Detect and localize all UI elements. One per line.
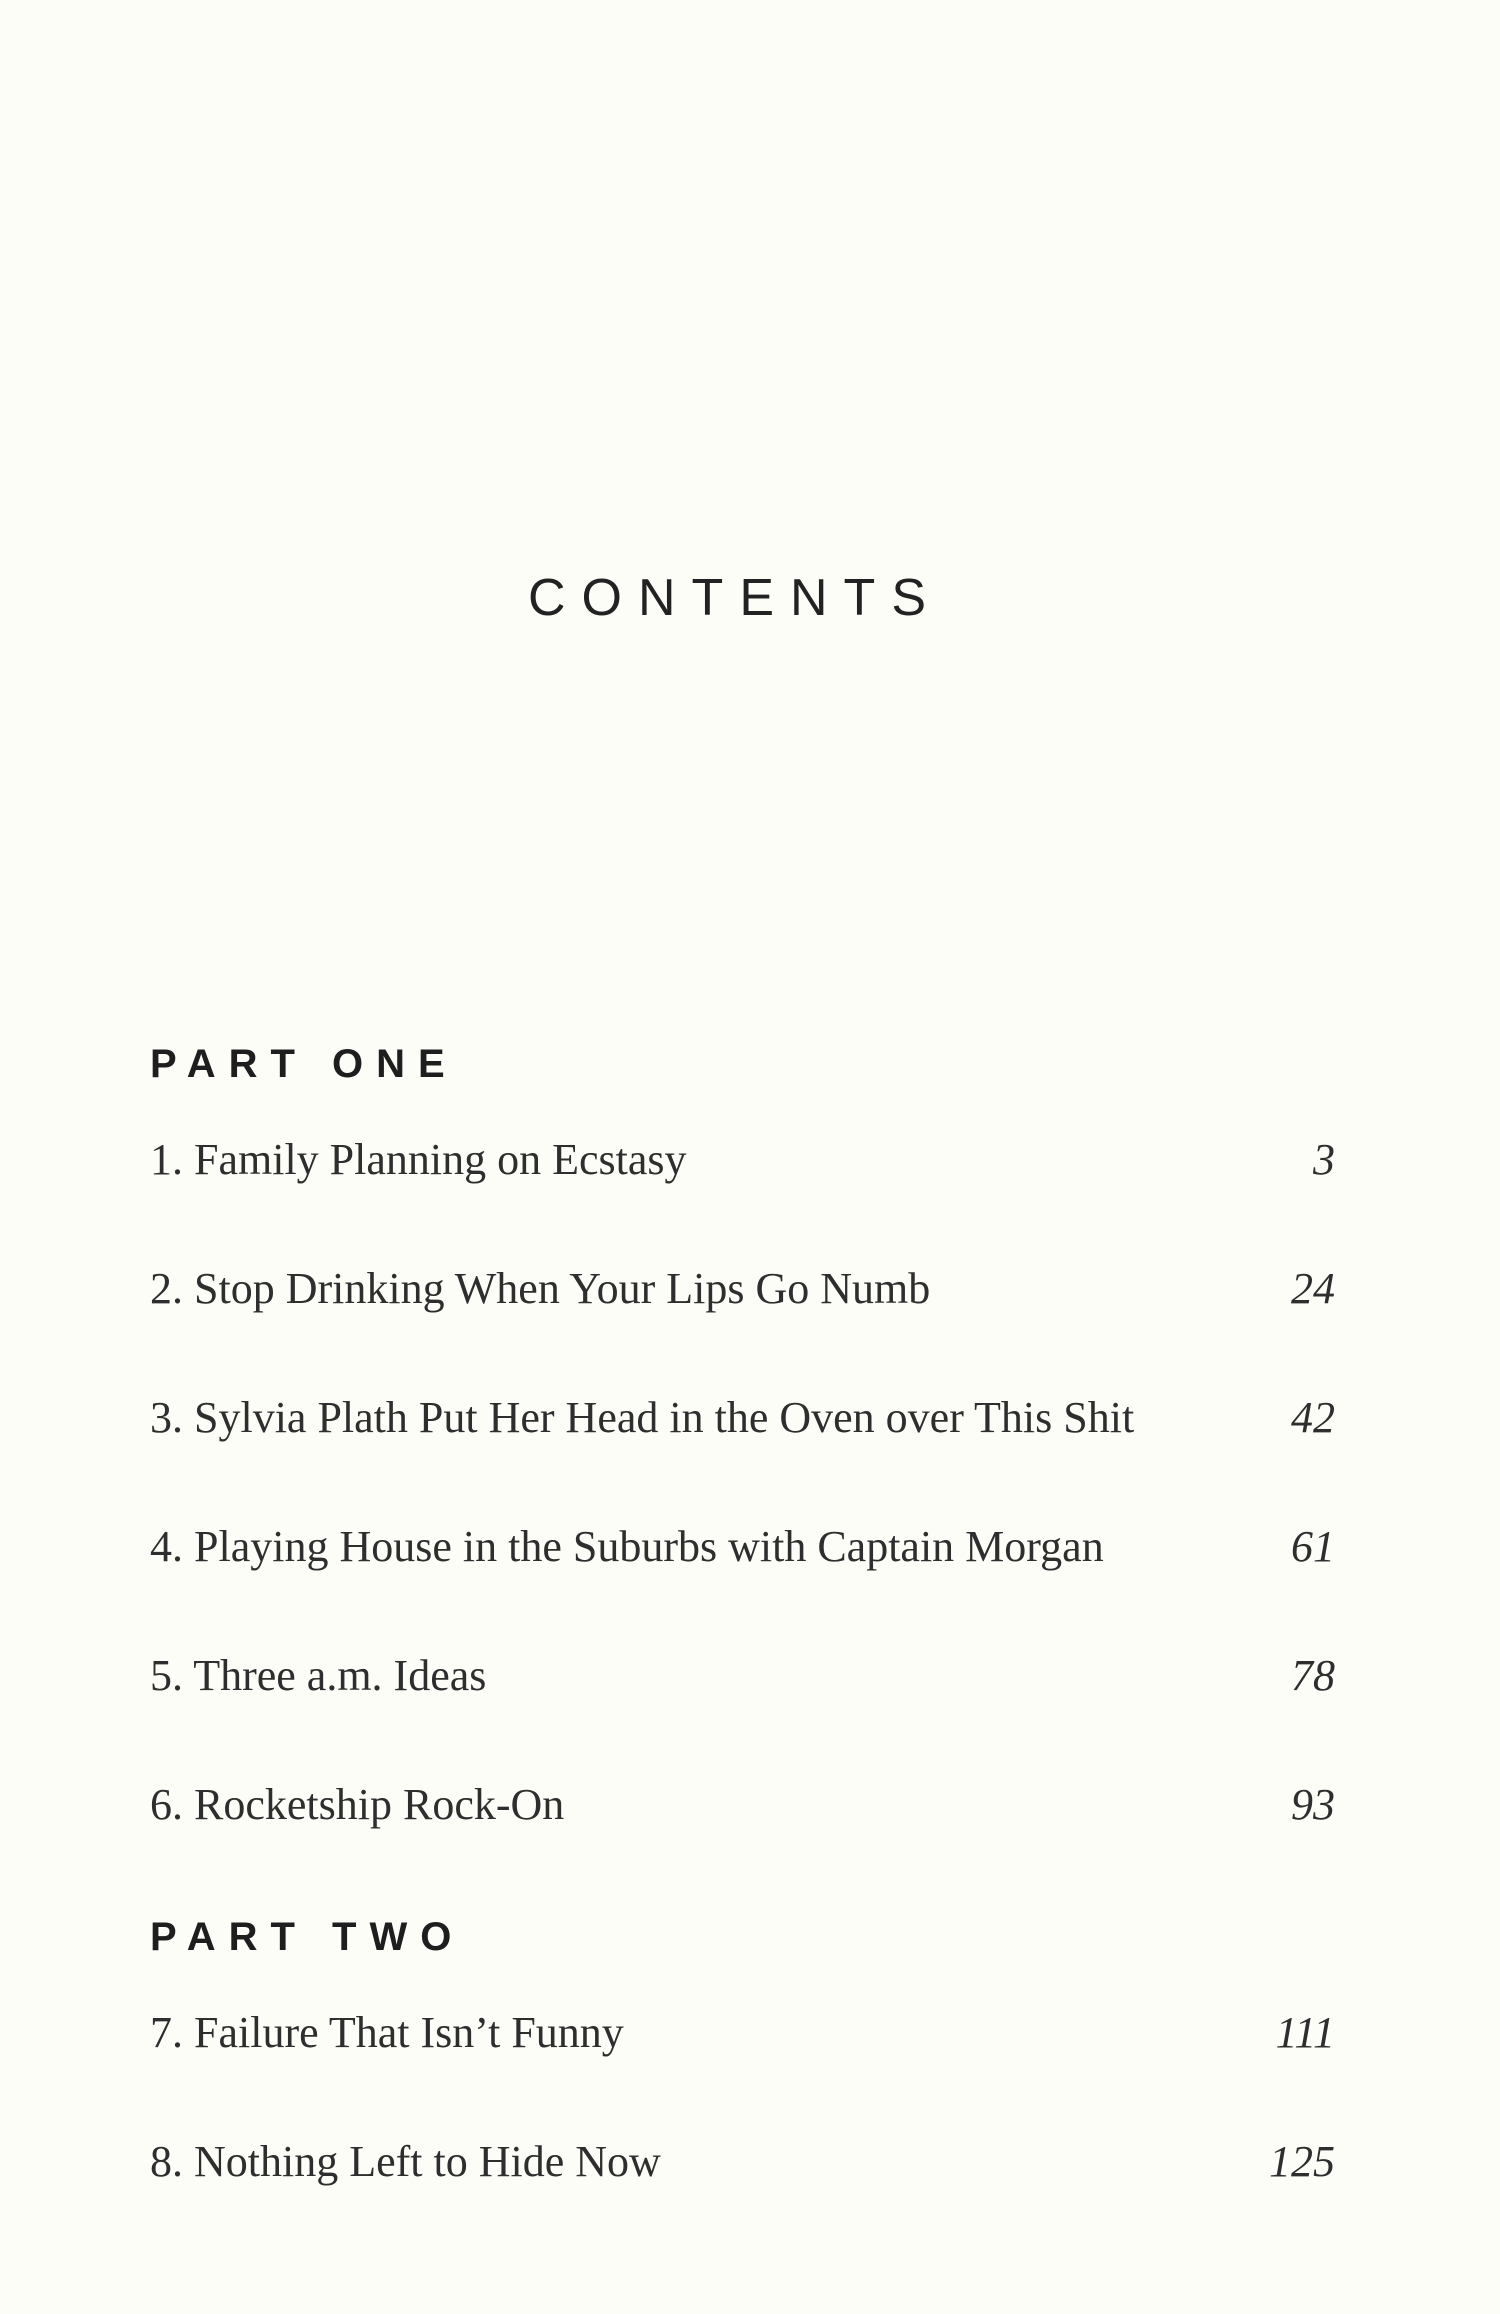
page-number: 93 [1291,1780,1335,1829]
toc-entry [150,1130,1335,1190]
part-two-heading: PART TWO [150,1915,465,1959]
chapter-title: 4. Playing House in the Suburbs with Captain Morgan [150,1522,1104,1571]
page-title: CONTENTS [528,569,942,627]
toc-entry [150,1517,1335,1577]
toc-entry [150,1646,1335,1706]
chapter-title: 5. Three a.m. Ideas [150,1651,487,1700]
page-number: 61 [1291,1522,1335,1571]
chapter-title: 8. Nothing Left to Hide Now [150,2137,661,2186]
page-number: 24 [1291,1264,1335,1313]
chapter-title: 1. Family Planning on Ecstasy [150,1135,687,1184]
chapter-title: 2. Stop Drinking When Your Lips Go Numb [150,1264,931,1313]
page-number: 125 [1269,2137,1335,2186]
toc-entry [150,1259,1335,1319]
chapter-title: 6. Rocketship Rock-On [150,1780,565,1829]
chapter-title: 3. Sylvia Plath Put Her Head in the Oven over This Shit [150,1393,1135,1442]
page-number: 111 [1275,2008,1335,2057]
part-one-heading: PART ONE [150,1042,458,1086]
page-number: 3 [1313,1135,1335,1184]
page-number: 78 [1291,1651,1335,1700]
toc-entry [150,2132,1335,2192]
chapter-title: 7. Failure That Isn’t Funny [150,2008,624,2057]
toc-entry [150,1388,1335,1448]
page-number: 42 [1291,1393,1335,1442]
toc-entry [150,1775,1335,1835]
toc-entry [150,2003,1335,2063]
